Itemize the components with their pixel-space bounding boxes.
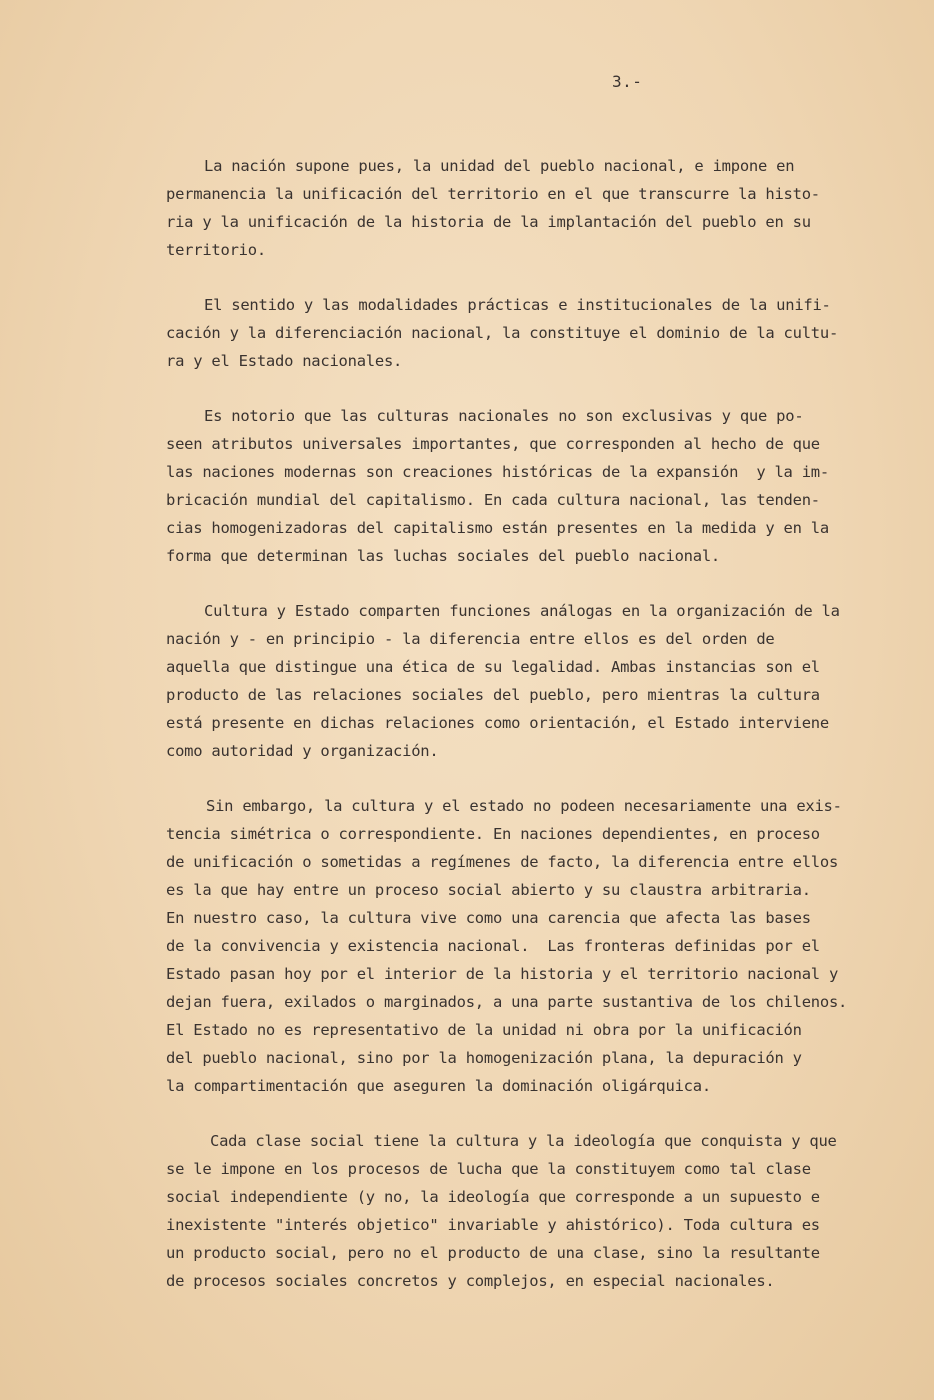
text-line: cias homogenizadoras del capitalismo están presentes en la medida y en la [166,519,829,537]
paragraph-1 [166,152,866,264]
text-line: dejan fuera, exilados o marginados, a una parte sustantiva de los chilenos. [166,993,848,1011]
text-line: ria y la unificación de la historia de la implantación del pueblo en su [166,213,811,231]
text-line: Cultura y Estado comparten funciones análogas en la organización de la [204,602,840,620]
paragraph-3 [166,402,866,570]
text-line: forma que determinan las luchas sociales del pueblo nacional. [166,547,720,565]
text-line: como autoridad y organización. [166,742,439,760]
text-line: nación y - en principio - la diferencia entre ellos es del orden de [166,630,775,648]
text-line: bricación mundial del capitalismo. En cada cultura nacional, las tenden- [166,491,820,509]
text-line: Estado pasan hoy por el interior de la historia y el territorio nacional y [166,965,839,983]
text-line: la compartimentación que aseguren la dominación oligárquica. [166,1077,711,1095]
paragraph-5 [166,792,866,1100]
paragraph-2 [166,291,866,375]
text-line: Sin embargo, la cultura y el estado no podeen necesariamente una exis- [206,797,842,815]
text-line: tencia simétrica o correspondiente. En naciones dependientes, en proceso [166,825,820,843]
text-line: las naciones modernas son creaciones históricas de la expansión y la im- [166,463,829,481]
text-line: territorio. [166,241,266,259]
text-line: producto de las relaciones sociales del pueblo, pero mientras la cultura [166,686,820,704]
text-line: El Estado no es representativo de la unidad ni obra por la unificación [166,1021,802,1039]
text-line: un producto social, pero no el producto de una clase, sino la resultante [166,1244,820,1262]
text-line: ra y el Estado nacionales. [166,352,403,370]
text-line: está presente en dichas relaciones como orientación, el Estado interviene [166,714,829,732]
page-number: 3.- [612,72,643,91]
text-line: La nación supone pues, la unidad del pueblo nacional, e impone en [204,157,795,175]
text-line: de unificación o sometidas a regímenes de facto, la diferencia entre ellos [166,853,839,871]
document-body [166,152,866,1322]
text-line: de procesos sociales concretos y complejos, en especial nacionales. [166,1272,775,1290]
text-line: El sentido y las modalidades prácticas e institucionales de la unifi- [204,296,831,314]
text-line: permanencia la unificación del territorio en el que transcurre la histo- [166,185,820,203]
text-line: es la que hay entre un proceso social abierto y su claustra arbitraria. [166,881,811,899]
text-line: cación y la diferenciación nacional, la constituye el dominio de la cultu- [166,324,839,342]
text-line: se le impone en los procesos de lucha que la constituyem como tal clase [166,1160,811,1178]
text-line: del pueblo nacional, sino por la homogenización plana, la depuración y [166,1049,802,1067]
paragraph-4 [166,597,866,765]
text-line: seen atributos universales importantes, que corresponden al hecho de que [166,435,820,453]
text-line: Cada clase social tiene la cultura y la ideología que conquista y que [210,1132,837,1150]
text-line: En nuestro caso, la cultura vive como una carencia que afecta las bases [166,909,811,927]
paragraph-6 [166,1127,866,1295]
text-line: Es notorio que las culturas nacionales no son exclusivas y que po- [204,407,804,425]
text-line: inexistente "interés objetico" invariable y ahistórico). Toda cultura es [166,1216,820,1234]
text-line: aquella que distingue una ética de su legalidad. Ambas instancias son el [166,658,820,676]
text-line: social independiente (y no, la ideología que corresponde a un supuesto e [166,1188,820,1206]
text-line: de la convivencia y existencia nacional. Las fronteras definidas por el [166,937,820,955]
